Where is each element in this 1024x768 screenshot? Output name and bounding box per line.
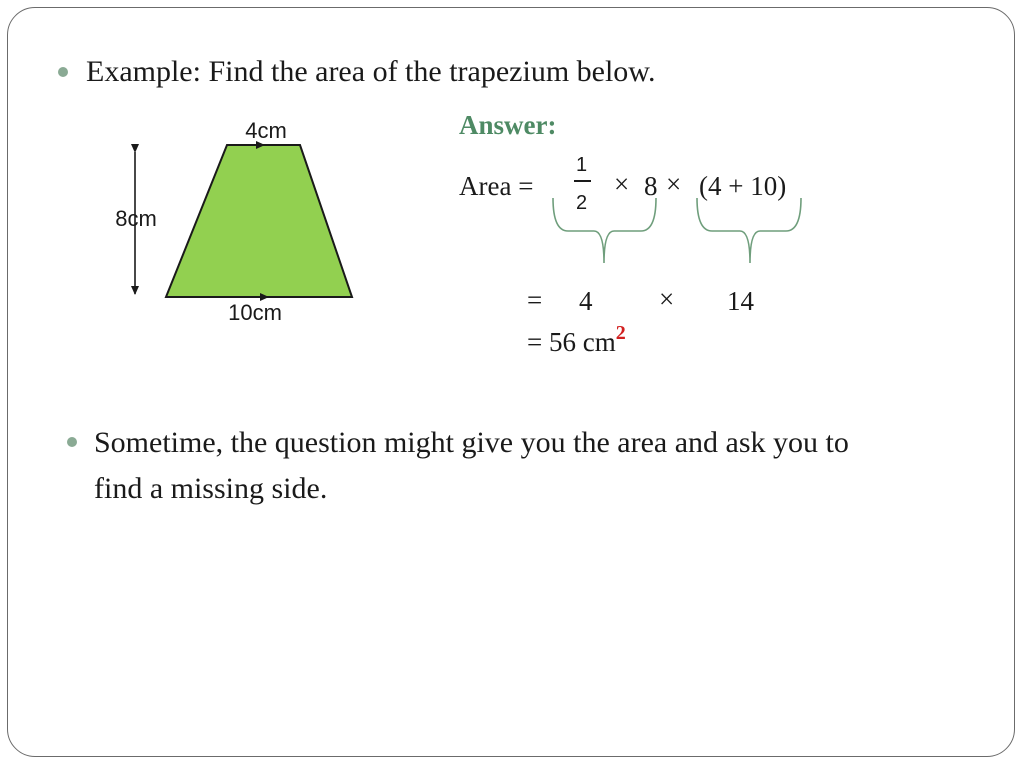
fraction-numerator: 1	[576, 154, 588, 176]
bullet-2-line-2: find a missing side.	[94, 472, 328, 505]
fraction-bar	[574, 180, 591, 182]
brace-right	[697, 198, 801, 263]
value-fourteen: 14	[727, 286, 754, 316]
trapezium-diagram	[100, 110, 460, 340]
parenthesis-sum: (4 + 10)	[699, 171, 787, 201]
result-line	[527, 322, 626, 357]
brace-left	[553, 198, 656, 263]
braces	[550, 192, 810, 275]
answer-heading: Answer:	[459, 110, 557, 140]
bottom-length-label: 10cm	[228, 300, 282, 325]
top-length-label: 4cm	[245, 118, 287, 143]
fraction-denominator: 2	[576, 192, 588, 214]
equals-sign-2: =	[527, 285, 543, 315]
bullet-2-dot	[67, 437, 77, 447]
bullet-2-line-1: Sometime, the question might give you the area and ask you to	[94, 426, 849, 459]
value-four: 4	[579, 286, 593, 316]
times-sign-2: ×	[666, 169, 682, 199]
times-sign-3: ×	[659, 284, 675, 314]
result-text: = 56 cm	[527, 327, 616, 357]
trapezium-shape	[166, 145, 352, 297]
area-label: Area =	[459, 171, 534, 201]
bullet-1-dot	[58, 67, 68, 77]
height-label: 8cm	[115, 206, 157, 231]
times-sign-1: ×	[614, 169, 630, 199]
squared-superscript: 2	[615, 322, 626, 344]
bullet-1-text: Example: Find the area of the trapezium below.	[86, 55, 656, 88]
value-eight: 8	[644, 171, 658, 201]
